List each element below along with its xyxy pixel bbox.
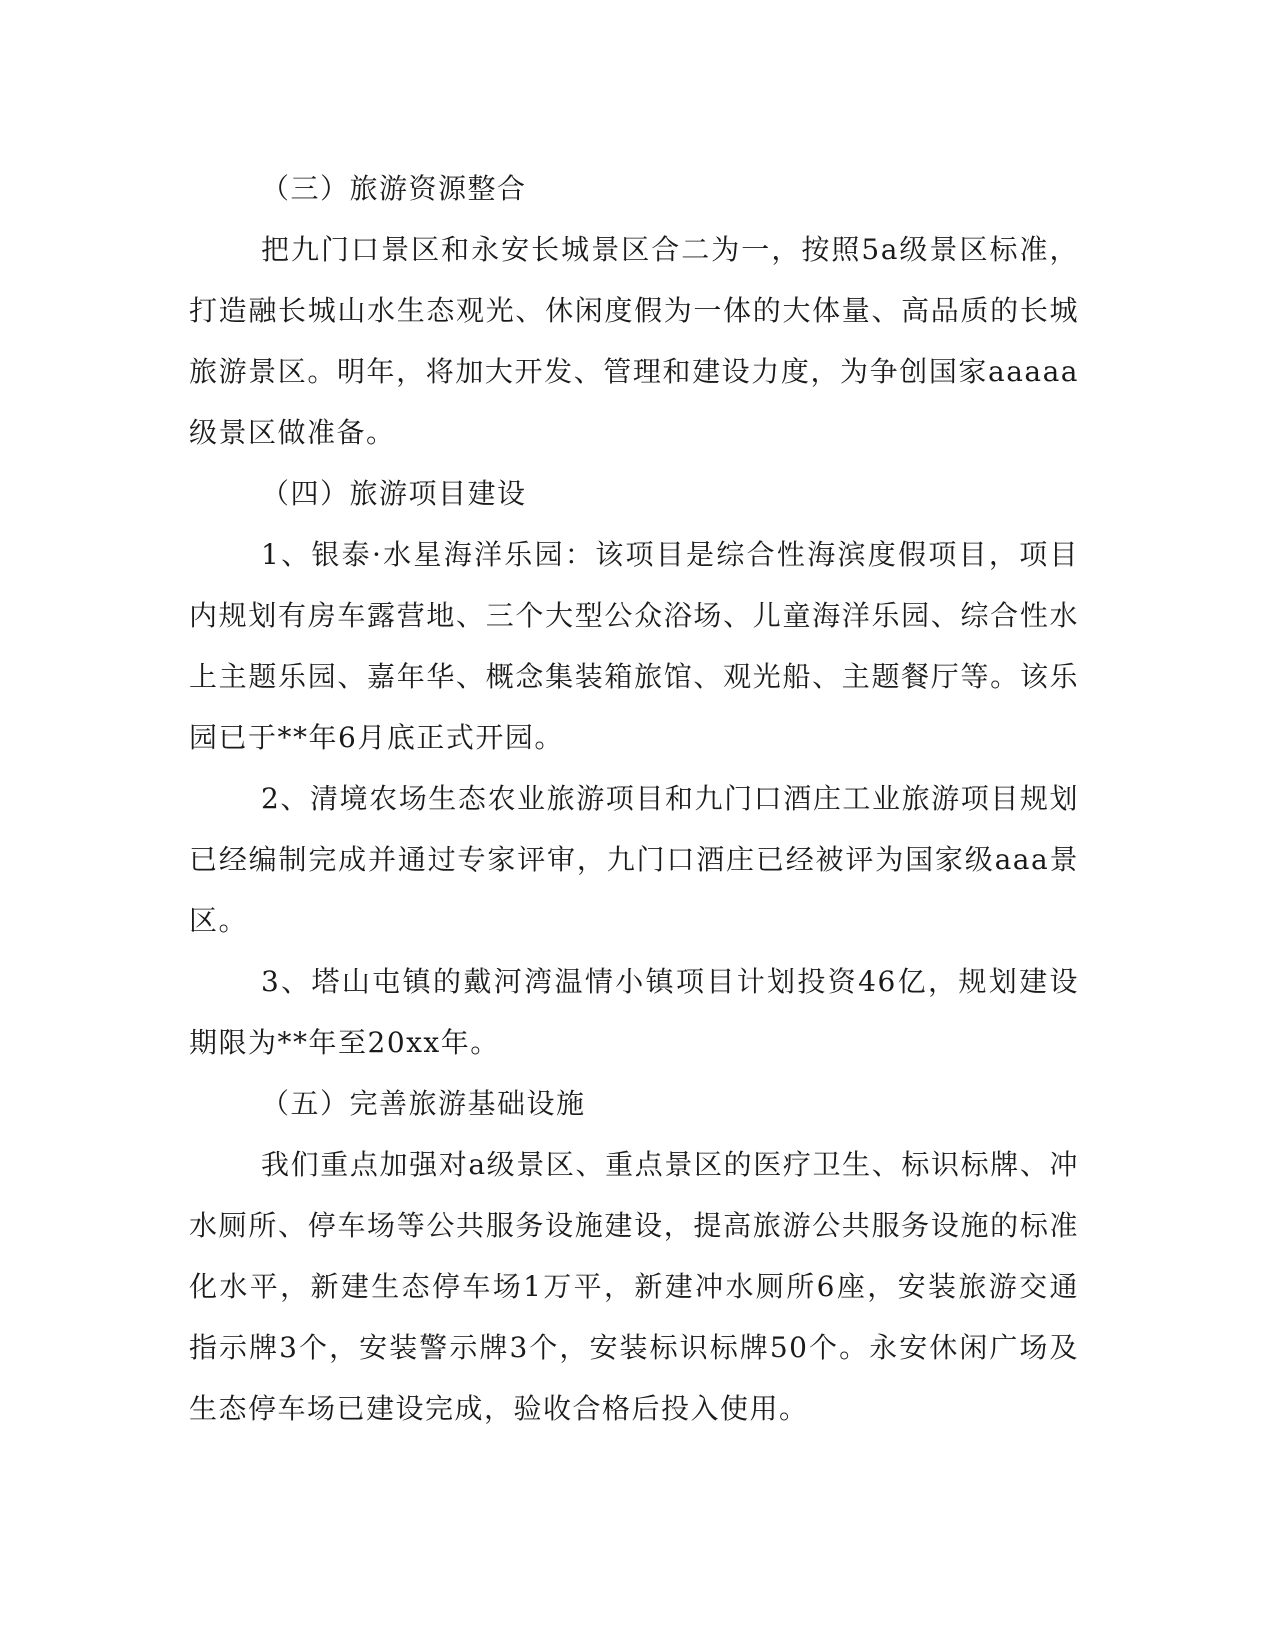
document-body <box>189 158 1079 1439</box>
section-heading-infrastructure: （五）完善旅游基础设施 <box>261 1087 586 1120</box>
paragraph-resource-integration: 把九门口景区和永安长城景区合二为一，按照5a级景区标准，打造融长城山水生态观光、休闲度假为一体的大体量、高品质的长城旅游景区。明年，将加大开发、管理和建设力度，为争创国家aaaaa级景区做准备。 <box>189 233 1079 449</box>
paragraph-project-2: 2、清境农场生态农业旅游项目和九门口酒庄工业旅游项目规划已经编制完成并通过专家评审，九门口酒庄已经被评为国家级aaa景区。 <box>189 782 1079 937</box>
section-heading-resource-integration: （三）旅游资源整合 <box>261 172 527 205</box>
section-heading-project-construction: （四）旅游项目建设 <box>261 477 527 510</box>
paragraph-project-3: 3、塔山屯镇的戴河湾温情小镇项目计划投资46亿，规划建设期限为**年至20xx年。 <box>189 965 1079 1059</box>
paragraph-infrastructure: 我们重点加强对a级景区、重点景区的医疗卫生、标识标牌、冲水厕所、停车场等公共服务设施建设，提高旅游公共服务设施的标准化水平，新建生态停车场1万平，新建冲水厕所6座，安装旅游交通指示牌3个，安装警示牌3个，安装标识标牌50个。永安休闲广场及生态停车场已建设完成，验收合格后投入使用。 <box>189 1148 1079 1425</box>
paragraph-project-1: 1、银泰·水星海洋乐园：该项目是综合性海滨度假项目，项目内规划有房车露营地、三个大型公众浴场、儿童海洋乐园、综合性水上主题乐园、嘉年华、概念集装箱旅馆、观光船、主题餐厅等。该乐园已于**年6月底正式开园。 <box>189 538 1079 754</box>
